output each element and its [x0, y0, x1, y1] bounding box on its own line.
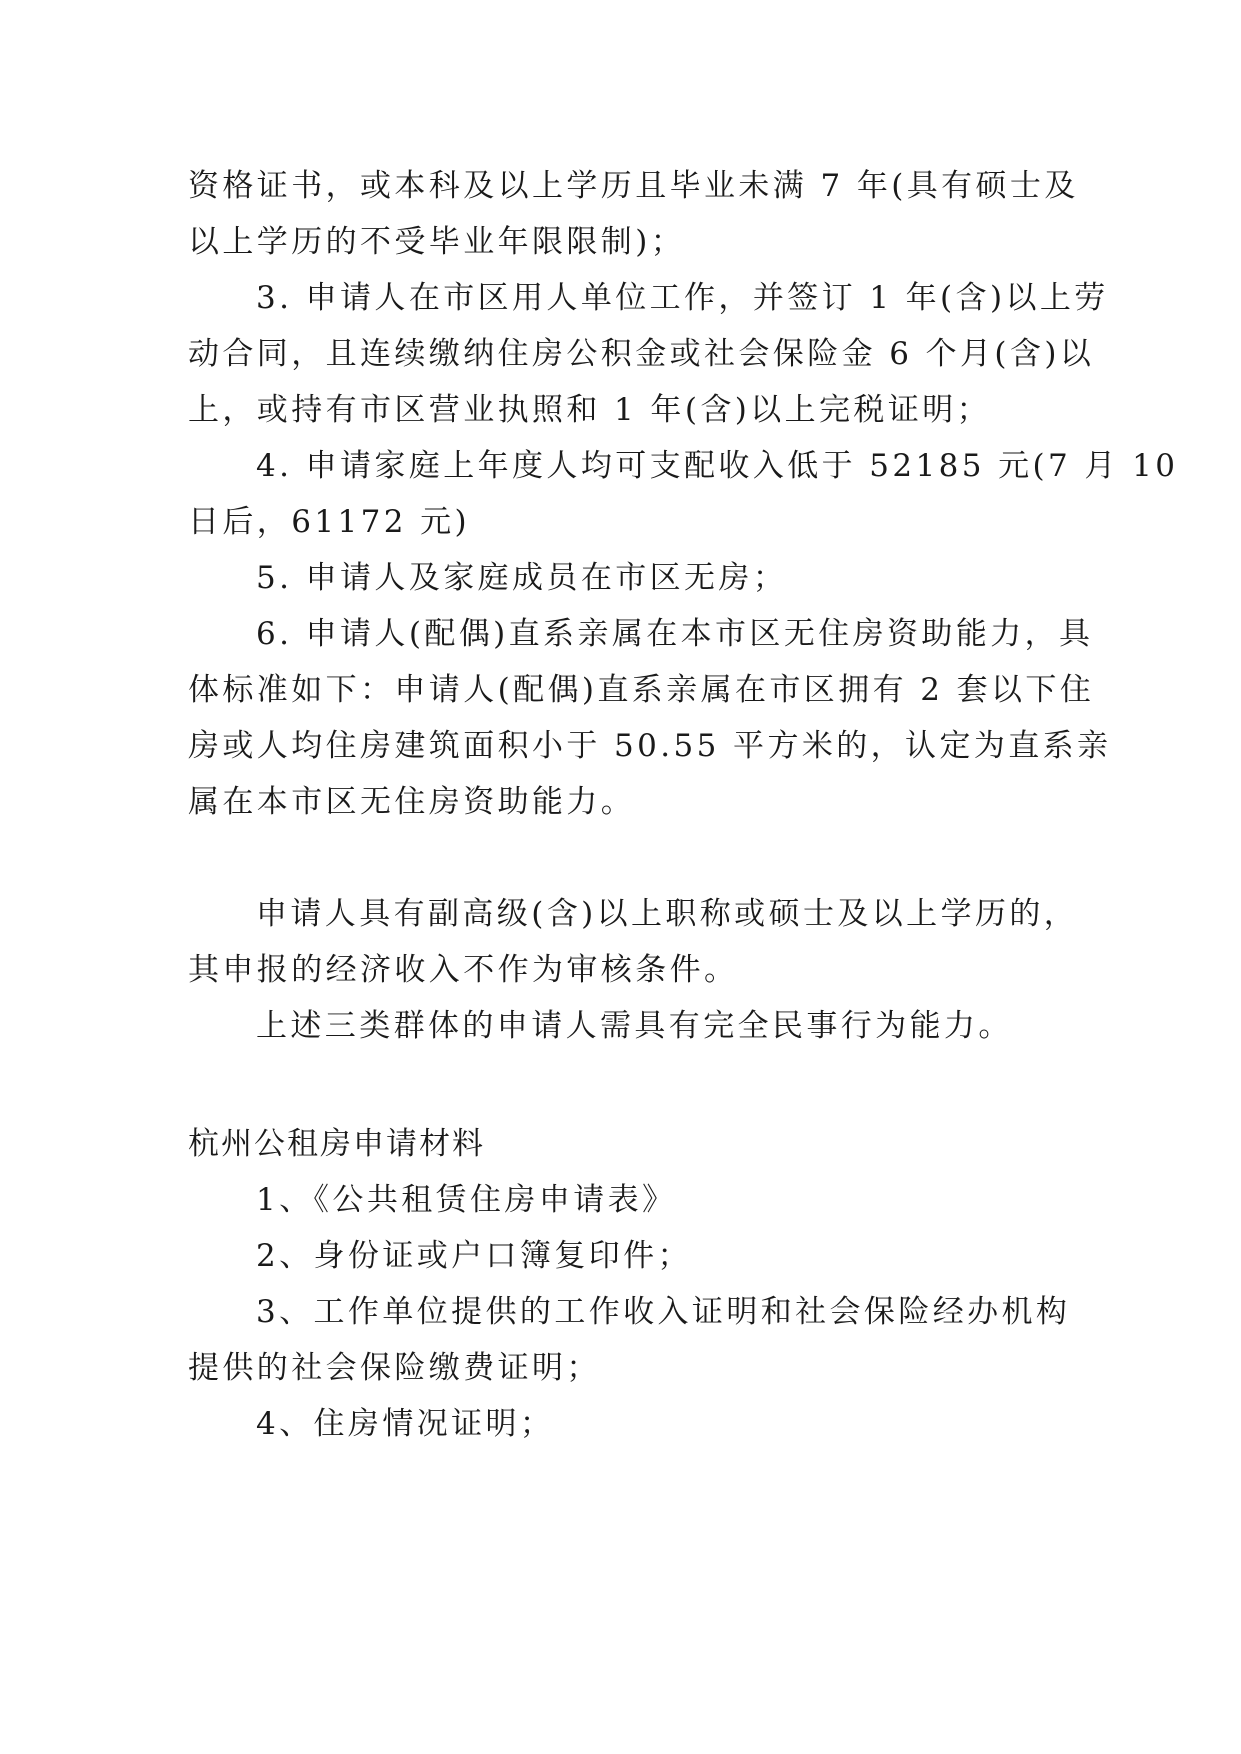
paragraph-line: 属在本市区无住房资助能力。 [188, 784, 636, 820]
paragraph-line: 上，或持有市区营业执照和 1 年(含)以上完税证明； [188, 392, 992, 428]
note-paragraph: 上述三类群体的申请人需具有完全民事行为能力。 [256, 1008, 1013, 1044]
note-paragraph: 申请人具有副高级(含)以上职称或硕士及以上学历的， [256, 896, 1079, 932]
section-heading: 杭州公租房申请材料 [188, 1126, 485, 1162]
paragraph-line: 资格证书，或本科及以上学历且毕业未满 7 年(具有硕士及 [188, 168, 1079, 204]
paragraph-line: 房或人均住房建筑面积小于 50.55 平方米的，认定为直系亲 [188, 728, 1112, 764]
list-item-4: 4. 申请家庭上年度人均可支配收入低于 52185 元(7 月 10 [256, 448, 1179, 484]
list-item-6: 6. 申请人(配偶)直系亲属在本市区无住房资助能力，具 [256, 616, 1094, 652]
material-item-2: 2、身份证或户口簿复印件； [256, 1238, 692, 1274]
paragraph-line: 其申报的经济收入不作为审核条件。 [188, 952, 739, 988]
list-item-3: 3. 申请人在市区用人单位工作，并签订 1 年(含)以上劳 [256, 280, 1109, 316]
paragraph-line: 提供的社会保险缴费证明； [188, 1350, 601, 1386]
paragraph-line: 体标准如下：申请人(配偶)直系亲属在市区拥有 2 套以下住 [188, 672, 1095, 708]
spacer [188, 830, 1058, 886]
document-page [188, 158, 1179, 1452]
material-item-1: 1、《公共租赁住房申请表》 [256, 1182, 677, 1218]
material-item-3: 3、工作单位提供的工作收入证明和社会保险经办机构 [256, 1294, 1071, 1330]
paragraph-line: 日后，61172 元) [188, 504, 470, 540]
spacer [188, 1054, 1058, 1116]
paragraph-line: 动合同，且连续缴纳住房公积金或社会保险金 6 个月(含)以 [188, 336, 1095, 372]
list-item-5: 5. 申请人及家庭成员在市区无房； [256, 560, 788, 596]
paragraph-line: 以上学历的不受毕业年限限制)； [188, 224, 686, 260]
material-item-4: 4、住房情况证明； [256, 1406, 555, 1442]
